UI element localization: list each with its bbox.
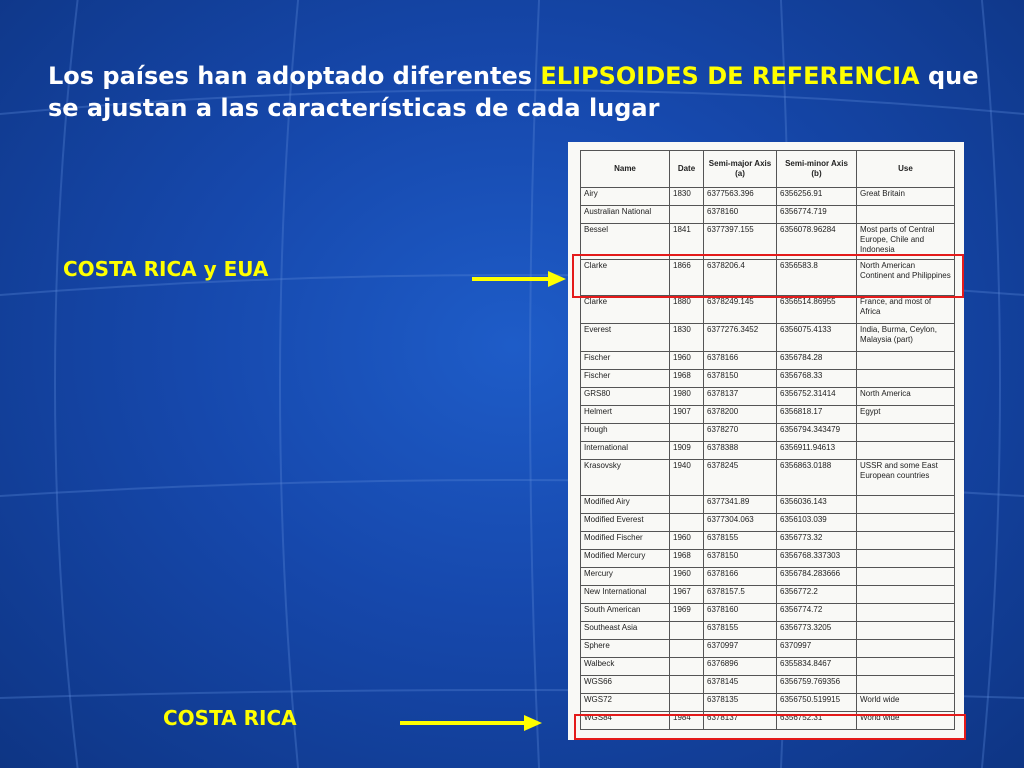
table-row (581, 604, 955, 622)
table-cell: Most parts of Central Europe, Chile and Indonesia (857, 224, 955, 260)
table-row (581, 568, 955, 586)
table-cell: 6377563.396 (704, 188, 777, 206)
table-header-cell: Semi-major Axis (a) (704, 151, 777, 188)
table-cell: GRS80 (581, 388, 670, 406)
table-row (581, 206, 955, 224)
table-cell: 1880 (670, 296, 704, 324)
table-cell: Southeast Asia (581, 622, 670, 640)
table-row (581, 514, 955, 532)
table-cell: 6378160 (704, 206, 777, 224)
table-cell: Modified Mercury (581, 550, 670, 568)
table-cell: 6356784.283666 (777, 568, 857, 586)
table-header-cell: Semi-minor Axis (b) (777, 151, 857, 188)
table-cell (670, 622, 704, 640)
table-cell: Hough (581, 424, 670, 442)
table-cell (857, 352, 955, 370)
table-cell (857, 206, 955, 224)
arrow-right-icon (470, 266, 568, 292)
arrow-right-icon (398, 710, 544, 736)
table-cell: 6378388 (704, 442, 777, 460)
table-cell: World wide (857, 694, 955, 712)
table-row (581, 424, 955, 442)
table-cell: Helmert (581, 406, 670, 424)
table-row (581, 352, 955, 370)
table-cell: 6356794.343479 (777, 424, 857, 442)
table-cell (857, 370, 955, 388)
table-cell: WGS84 (581, 712, 670, 730)
table-row (581, 496, 955, 514)
table-cell (670, 640, 704, 658)
table-cell: 6356768.337303 (777, 550, 857, 568)
table-cell: New International (581, 586, 670, 604)
table-cell: France, and most of Africa (857, 296, 955, 324)
table-cell: 1968 (670, 550, 704, 568)
table-cell: 6378166 (704, 352, 777, 370)
table-header-cell: Name (581, 151, 670, 188)
table-row (581, 586, 955, 604)
table-cell (857, 658, 955, 676)
table-cell: Walbeck (581, 658, 670, 676)
table-cell (670, 694, 704, 712)
table-cell: 1968 (670, 370, 704, 388)
table-cell: 6356078.96284 (777, 224, 857, 260)
table-cell: International (581, 442, 670, 460)
table-cell: Fischer (581, 370, 670, 388)
table-cell: 6378150 (704, 550, 777, 568)
table-cell: 6356075.4133 (777, 324, 857, 352)
table-cell: 1866 (670, 260, 704, 296)
table-cell: 6356773.32 (777, 532, 857, 550)
table-cell: 6356036.143 (777, 496, 857, 514)
table-header-cell: Date (670, 151, 704, 188)
table-cell (857, 640, 955, 658)
table-cell: 1960 (670, 532, 704, 550)
table-cell: 1967 (670, 586, 704, 604)
table-cell: 6378155 (704, 622, 777, 640)
table-cell: 6378150 (704, 370, 777, 388)
table-row (581, 188, 955, 206)
label-costa-rica: COSTA RICA (163, 706, 297, 730)
table-cell: 6356103.039 (777, 514, 857, 532)
table-cell (857, 550, 955, 568)
table-header-row (581, 151, 955, 188)
table-cell: 6377304.063 (704, 514, 777, 532)
table-cell: 6378206.4 (704, 260, 777, 296)
table-row (581, 324, 955, 352)
table-header-cell: Use (857, 151, 955, 188)
table-cell: 1841 (670, 224, 704, 260)
table-cell: 6370997 (777, 640, 857, 658)
table-cell (857, 532, 955, 550)
table-cell (670, 496, 704, 514)
table-cell: 6355834.8467 (777, 658, 857, 676)
table-cell: 6356256.91 (777, 188, 857, 206)
table-cell: 6378249.145 (704, 296, 777, 324)
ellipsoid-table-image (568, 142, 964, 740)
table-cell: Everest (581, 324, 670, 352)
table-cell (670, 514, 704, 532)
highlight-clarke-1866 (572, 254, 964, 298)
table-cell (670, 676, 704, 694)
table-cell: Great Britain (857, 188, 955, 206)
heading-text-1: Los países han adoptado diferentes (48, 62, 541, 90)
table-cell: South American (581, 604, 670, 622)
table-cell: Modified Airy (581, 496, 670, 514)
table-row (581, 658, 955, 676)
heading-highlight: ELIPSOIDES DE REFERENCIA (540, 62, 920, 90)
table-row (581, 532, 955, 550)
table-cell (670, 206, 704, 224)
table-row (581, 622, 955, 640)
table-cell (857, 586, 955, 604)
table-cell (857, 676, 955, 694)
label-costa-rica-eua: COSTA RICA y EUA (63, 257, 269, 281)
table-cell: 6356818.17 (777, 406, 857, 424)
table-cell: 1984 (670, 712, 704, 730)
table-cell (857, 496, 955, 514)
ellipsoid-table (580, 150, 955, 730)
table-cell: 6356774.72 (777, 604, 857, 622)
table-cell (857, 424, 955, 442)
table-cell: 6356784.28 (777, 352, 857, 370)
table-cell: 1907 (670, 406, 704, 424)
table-cell: 1940 (670, 460, 704, 496)
table-cell: 6377397.155 (704, 224, 777, 260)
table-cell: 6356750.519915 (777, 694, 857, 712)
table-cell: Modified Fischer (581, 532, 670, 550)
table-cell: Clarke (581, 296, 670, 324)
table-cell: 6376896 (704, 658, 777, 676)
table-row (581, 296, 955, 324)
table-cell: 6378155 (704, 532, 777, 550)
table-cell: 6377341.89 (704, 496, 777, 514)
table-cell: World wide (857, 712, 955, 730)
table-cell (857, 568, 955, 586)
table-cell: 6356773.3205 (777, 622, 857, 640)
table-row (581, 694, 955, 712)
table-cell: Krasovsky (581, 460, 670, 496)
table-cell: 6378160 (704, 604, 777, 622)
table-cell: 6378200 (704, 406, 777, 424)
table-cell (857, 514, 955, 532)
table-cell: Sphere (581, 640, 670, 658)
table-row (581, 370, 955, 388)
table-row (581, 406, 955, 424)
table-cell: Clarke (581, 260, 670, 296)
table-cell (857, 604, 955, 622)
table-row (581, 388, 955, 406)
table-row (581, 676, 955, 694)
table-cell: Airy (581, 188, 670, 206)
table-cell: 6378157.5 (704, 586, 777, 604)
table-cell: 1960 (670, 352, 704, 370)
table-cell: 1830 (670, 324, 704, 352)
table-cell: Australian National (581, 206, 670, 224)
table-cell: 6378135 (704, 694, 777, 712)
table-cell: 1960 (670, 568, 704, 586)
table-cell: North America (857, 388, 955, 406)
table-cell (857, 622, 955, 640)
table-cell: 1830 (670, 188, 704, 206)
table-cell: 1969 (670, 604, 704, 622)
table-cell: USSR and some East European countries (857, 460, 955, 496)
table-cell: 6370997 (704, 640, 777, 658)
heading-text-2: que se ajustan a las características de cada lugar (48, 62, 979, 122)
table-cell: 6378245 (704, 460, 777, 496)
table-cell: 1909 (670, 442, 704, 460)
table-cell: Mercury (581, 568, 670, 586)
table-row (581, 442, 955, 460)
table-cell (670, 658, 704, 676)
table-cell: Bessel (581, 224, 670, 260)
table-cell: 6378137 (704, 712, 777, 730)
table-cell: 6378137 (704, 388, 777, 406)
table-cell: 6356774.719 (777, 206, 857, 224)
table-cell: 6356752.31 (777, 712, 857, 730)
table-cell: 6377276.3452 (704, 324, 777, 352)
table-cell: 6378270 (704, 424, 777, 442)
highlight-wgs84 (574, 714, 966, 740)
table-cell: WGS72 (581, 694, 670, 712)
table-cell: 6356752.31414 (777, 388, 857, 406)
table-cell: 6356759.769356 (777, 676, 857, 694)
table-cell: Modified Everest (581, 514, 670, 532)
table-cell: Fischer (581, 352, 670, 370)
table-cell: 1980 (670, 388, 704, 406)
table-cell: North American Continent and Philippines (857, 260, 955, 296)
table-cell: 6356514.86955 (777, 296, 857, 324)
table-cell: 6356768.33 (777, 370, 857, 388)
table-cell: India, Burma, Ceylon, Malaysia (part) (857, 324, 955, 352)
table-cell (670, 424, 704, 442)
table-cell: WGS66 (581, 676, 670, 694)
slide-heading (48, 60, 988, 124)
table-cell: 6356583.8 (777, 260, 857, 296)
table-row (581, 550, 955, 568)
table-cell (857, 442, 955, 460)
table-cell: 6356772.2 (777, 586, 857, 604)
table-row (581, 640, 955, 658)
table-cell: Egypt (857, 406, 955, 424)
table-cell: 6356863.0188 (777, 460, 857, 496)
table-cell: 6356911.94613 (777, 442, 857, 460)
table-row (581, 460, 955, 496)
table-cell: 6378145 (704, 676, 777, 694)
table-cell: 6378166 (704, 568, 777, 586)
